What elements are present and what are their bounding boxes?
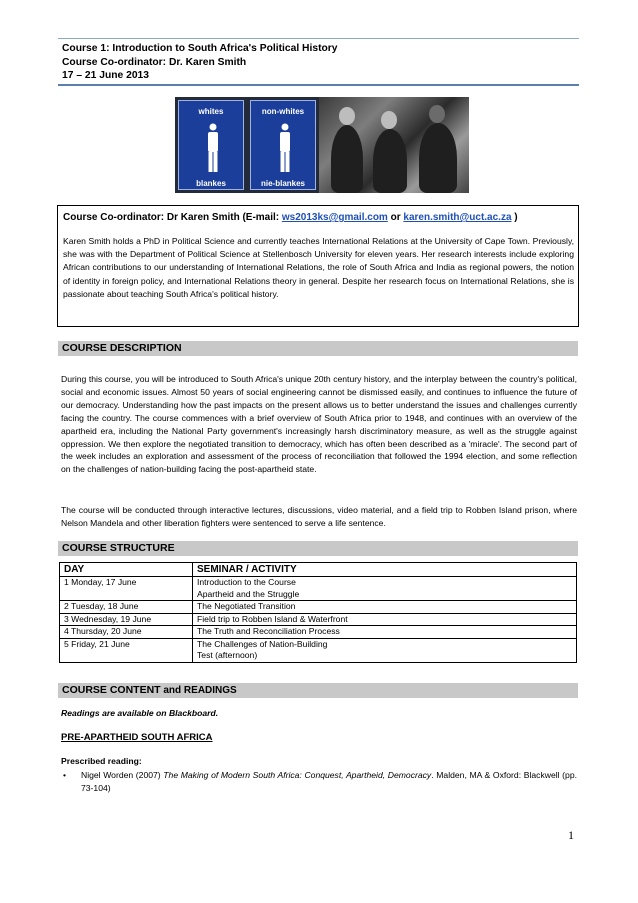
activity-line: Test (afternoon) bbox=[197, 650, 258, 660]
reading-citation bbox=[81, 769, 577, 795]
course-description-heading: COURSE DESCRIPTION bbox=[58, 341, 578, 356]
table-row bbox=[60, 638, 577, 662]
activity-line: Apartheid and the Struggle bbox=[197, 588, 300, 599]
activity-cell: Field trip to Robben Island & Waterfront bbox=[193, 613, 577, 626]
bullet-icon: • bbox=[63, 770, 67, 780]
page-number: 1 bbox=[568, 828, 574, 842]
bio-title bbox=[63, 212, 518, 223]
activity-cell bbox=[193, 577, 577, 601]
activity-cell bbox=[193, 638, 577, 662]
table-row bbox=[60, 626, 577, 639]
schedule-table bbox=[59, 562, 577, 663]
reading-author: Nigel Worden (2007) bbox=[81, 770, 164, 780]
course-description-para1: During this course, you will be introduced to South Africa's unique 20th century history, and the interplay between the country's political, social and economic issues. Almost 50 years of social engineering cannot be dismissed easily, and continues to influence the future of our democracy. Understanding how the past impacts on the present allows us to better understand the issues and challenges currently facing the country. The course commences with a brief overview of South Africa prior to 1948, and continues with an overview of the apartheid era, including the National Party government's increasingly harsh discriminatory measure, as well as the struggle against oppression. We then explore the negotiated transition to democracy, which has often been described as a 'miracle'. The second part of the week includes an exploration and assessment of the process of reconciliation that followed the 1994 election, and some reflection on the challenges of nation-building facing the post-apartheid state. bbox=[61, 374, 577, 475]
bio-title-or: or bbox=[387, 212, 404, 223]
bio-title-prefix: Course Co-ordinator: Dr Karen Smith (E-mail: bbox=[63, 212, 282, 223]
activity-cell: The Truth and Reconciliation Process bbox=[193, 626, 577, 639]
sign2-bottom-text: nie-blankes bbox=[260, 179, 305, 188]
reading-title: The Making of Modern South Africa: Conquest, Apartheid, Democracy bbox=[163, 770, 432, 780]
table-row bbox=[60, 577, 577, 601]
top-rule bbox=[58, 38, 579, 39]
table-header-row bbox=[60, 563, 577, 577]
bio-text: Karen Smith holds a PhD in Political Science and currently teaches International Relations at the University of Cape Town. Previously, she was with the Department of Political Science at Stellenbosch University for eleven years. Her research interests include exploring African contributions to our understanding of International Relations, the role of South Africa and India as regional powers, the notion of identity in foreign policy, and International Relations theory in general. Despite her research focus on International Relations, she is passionate about teaching South Africa's political history. bbox=[63, 236, 574, 299]
col-day-header: DAY bbox=[60, 563, 193, 577]
document-header bbox=[62, 42, 577, 83]
activity-cell: The Negotiated Transition bbox=[193, 601, 577, 614]
email-link-2[interactable]: karen.smith@uct.ac.za bbox=[403, 212, 512, 223]
day-cell: 1 Monday, 17 June bbox=[60, 577, 193, 601]
coordinator-bio-box bbox=[57, 205, 579, 327]
day-cell: 3 Wednesday, 19 June bbox=[60, 613, 193, 626]
table-row bbox=[60, 613, 577, 626]
prescribed-reading-label: Prescribed reading: bbox=[61, 756, 142, 766]
day-cell: 2 Tuesday, 18 June bbox=[60, 601, 193, 614]
historical-photo bbox=[319, 97, 469, 193]
whites-sign-photo bbox=[175, 97, 247, 193]
pre-apartheid-subheading: PRE-APARTHEID SOUTH AFRICA bbox=[61, 732, 213, 743]
reading-list-item bbox=[61, 769, 577, 795]
header-photos bbox=[175, 97, 469, 193]
sign1-top-text: whites bbox=[198, 107, 224, 116]
reading-publisher: . Malden, MA & Oxford: Blackwell (pp. 73-104) bbox=[81, 770, 577, 793]
sign1-bottom-text: blankes bbox=[196, 179, 226, 188]
table-row bbox=[60, 601, 577, 614]
course-structure-heading: COURSE STRUCTURE bbox=[58, 541, 578, 556]
course-content-heading bbox=[58, 683, 578, 698]
email-link-1[interactable]: ws2013ks@gmail.com bbox=[281, 212, 388, 223]
activity-line: The Challenges of Nation-Building bbox=[197, 638, 328, 649]
day-cell: 5 Friday, 21 June bbox=[60, 638, 193, 662]
sign2-top-text: non-whites bbox=[261, 107, 305, 116]
person-figure-icon bbox=[206, 123, 220, 173]
bio-title-suffix: ) bbox=[511, 212, 518, 223]
header-course-title: Course 1: Introduction to South Africa's Political History bbox=[62, 43, 338, 54]
activity-line: Introduction to the Course bbox=[197, 577, 296, 587]
person-figure-icon bbox=[278, 123, 292, 173]
readings-note: Readings are available on Blackboard. bbox=[61, 708, 219, 718]
course-content-heading-rest: and READINGS bbox=[160, 685, 237, 696]
header-coordinator: Course Co-ordinator: Dr. Karen Smith bbox=[62, 56, 247, 68]
header-dates: 17 – 21 June 2013 bbox=[62, 70, 150, 81]
course-description-para2: The course will be conducted through interactive lectures, discussions, video material, and a field trip to Robben Island prison, where Nelson Mandela and other liberation fighters were sentenced to serve a life sentence. bbox=[61, 505, 577, 528]
header-rule bbox=[58, 84, 579, 86]
day-cell: 4 Thursday, 20 June bbox=[60, 626, 193, 639]
col-activity-header: SEMINAR / ACTIVITY bbox=[193, 563, 577, 577]
non-whites-sign-photo bbox=[247, 97, 319, 193]
course-content-heading-main: COURSE CONTENT bbox=[62, 684, 161, 696]
